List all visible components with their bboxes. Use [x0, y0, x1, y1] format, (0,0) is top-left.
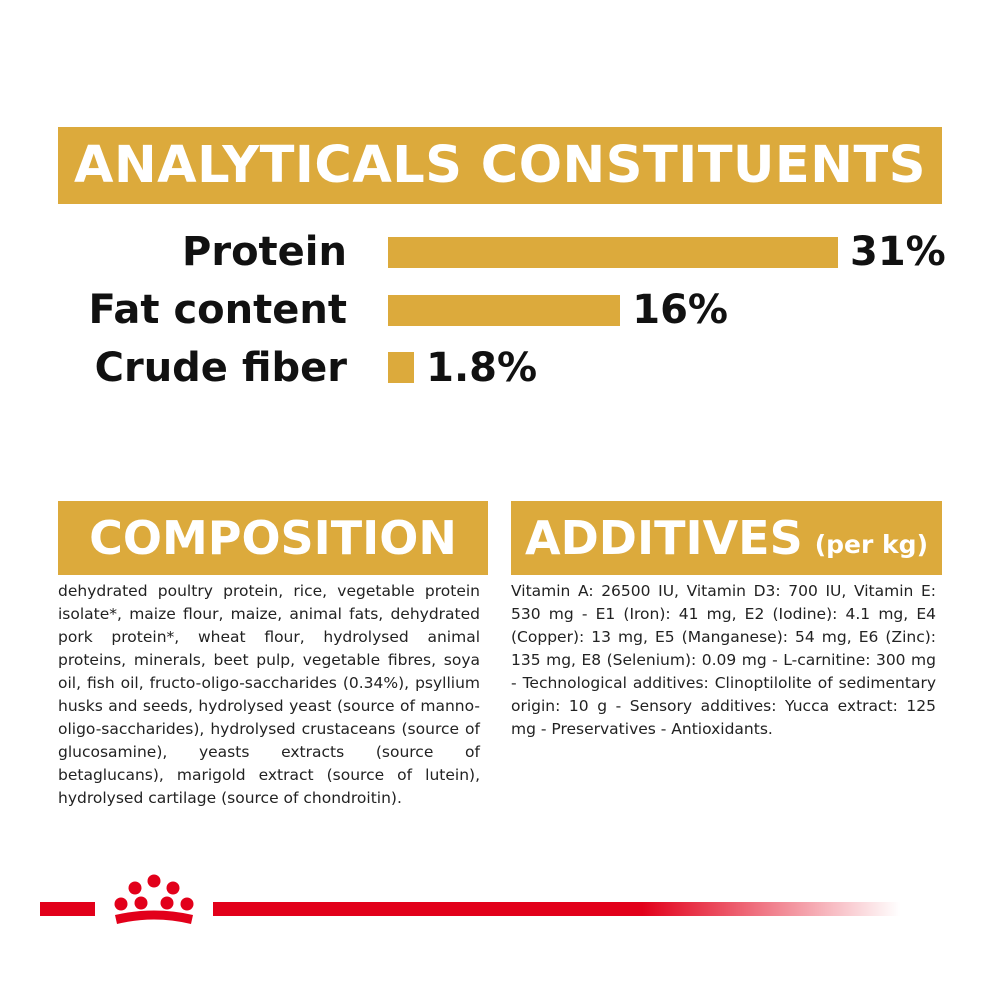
- fat-content-bar: [388, 295, 620, 326]
- composition-text: dehydrated poultry protein, rice, vegetable protein isolate*, maize flour, maize, animal fats, dehydrated pork protein*, wheat flour, hydrolysed animal proteins, minerals, beet pulp, vegetable fibres, soya oil, fish oil, fructo-oligo-saccharides (0.34%), psyllium husks and seeds, hydrolysed yeast (source of manno-oligo-saccharides), hydrolysed crustaceans (source of glucosamine), yeasts extracts (source of betaglucans), marigold extract (source of lutein), hydrolysed cartilage (source of chondroitin).: [58, 582, 480, 807]
- analytics-banner: [58, 127, 942, 204]
- crude-fiber-value: 1.8%: [426, 345, 538, 391]
- royal-canin-crown-icon: [95, 868, 213, 938]
- additives-title: ADDITIVES: [525, 511, 803, 565]
- crown-icon-graphic: [95, 868, 213, 938]
- crude-fiber-bar: [388, 352, 414, 383]
- composition-banner: [58, 501, 488, 575]
- composition-title: COMPOSITION: [89, 511, 457, 565]
- additives-banner: [511, 501, 942, 575]
- protein-value: 31%: [850, 229, 946, 275]
- analytics-title: ANALYTICALS CONSTITUENTS: [74, 136, 926, 195]
- fat-content-value: 16%: [632, 287, 728, 333]
- protein-bar: [388, 237, 838, 268]
- fat-content-label: Fat content: [88, 287, 347, 333]
- crude-fiber-label: Crude fiber: [94, 345, 347, 391]
- additives-subtitle: (per kg): [814, 529, 928, 559]
- additives-text: Vitamin A: 26500 IU, Vitamin D3: 700 IU, Vitamin E: 530 mg - E1 (Iron): 41 mg, E2 (Iodine): 4.1 mg, E4 (Copper): 13 mg, E5 (Manganese): 54 mg, E6 (Zinc): 135 mg, E8 (Selenium): 0.09 mg - L-carnitine: 300 mg - Technological additives: Clinoptilolite of sedimentary origin: 10 g - Sensory additives: Yucca extract: 125 mg - Preservatives - Antioxidants.: [511, 582, 936, 738]
- protein-label: Protein: [182, 229, 347, 275]
